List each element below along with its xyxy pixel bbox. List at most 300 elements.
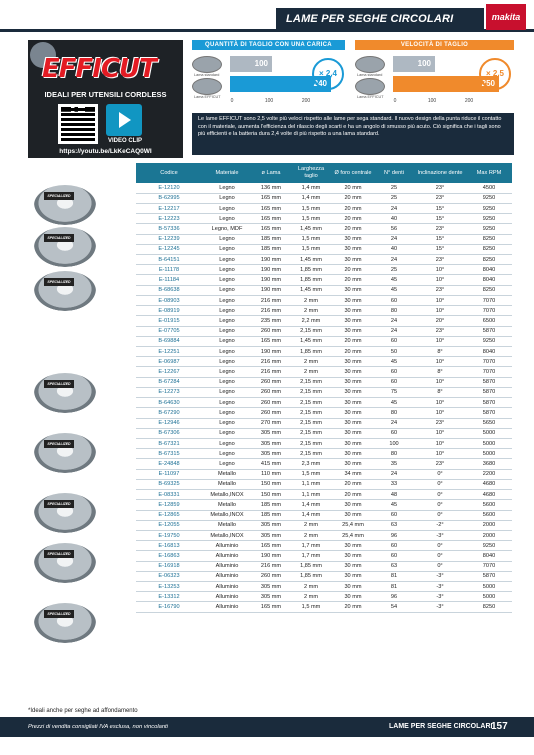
table-cell: 7070 [466, 367, 512, 377]
table-cell: 20 mm [332, 602, 374, 612]
table-cell: 23° [414, 326, 466, 336]
table-cell: 20 mm [332, 224, 374, 234]
table-cell: 2,2 mm [290, 316, 332, 326]
table-row [136, 510, 512, 520]
table-cell: 110 mm [252, 469, 290, 479]
table-cell: 8° [414, 367, 466, 377]
table-cell: 185 mm [252, 244, 290, 254]
table-cell: 190 mm [252, 265, 290, 275]
table-cell: 0° [414, 510, 466, 520]
table-row [136, 387, 512, 397]
table-cell: Legno [202, 316, 252, 326]
column-header: Ø foro centrale [332, 163, 374, 183]
product-code: B-67306 [136, 428, 202, 438]
table-cell: Metallo,INOX [202, 530, 252, 540]
table-cell: 1,7 mm [290, 541, 332, 551]
table-cell: 30 mm [332, 295, 374, 305]
axis-tick: 100 [264, 98, 274, 104]
table-cell: 23° [414, 255, 466, 265]
table-cell: 30 mm [332, 541, 374, 551]
table-cell: 48 [374, 490, 414, 500]
product-code: B-69884 [136, 336, 202, 346]
table-cell: 10° [414, 438, 466, 448]
product-code: E-11097 [136, 469, 202, 479]
table-cell: Legno [202, 295, 252, 305]
table-cell: 8250 [466, 244, 512, 254]
footer-section: LAME PER SEGHE CIRCOLARI [389, 723, 493, 730]
axis-tick: 200 [301, 98, 311, 104]
table-cell: 216 mm [252, 367, 290, 377]
efficut-bar: 240 [230, 76, 331, 92]
table-cell: 25,4 mm [332, 520, 374, 530]
multiplier-badge: × 2,4 [312, 58, 344, 90]
table-cell: 2 mm [290, 582, 332, 592]
table-row [136, 255, 512, 265]
saw-blade-icon [192, 78, 222, 95]
table-cell: Legno [202, 306, 252, 316]
table-cell: 23° [414, 285, 466, 295]
product-code: B-64630 [136, 398, 202, 408]
table-cell: 30 mm [332, 234, 374, 244]
product-code: B-64151 [136, 255, 202, 265]
table-cell: 8040 [466, 347, 512, 357]
table-row [136, 469, 512, 479]
table-cell: 1,85 mm [290, 561, 332, 571]
table-cell: 30 mm [332, 592, 374, 602]
table-cell: 30 mm [332, 418, 374, 428]
table-cell: 50 [374, 347, 414, 357]
table-cell: 2,15 mm [290, 408, 332, 418]
table-cell: Metallo,INOX [202, 510, 252, 520]
product-code: E-12120 [136, 183, 202, 193]
table-cell: Alluminio [202, 561, 252, 571]
table-cell: 5000 [466, 582, 512, 592]
table-cell: 10° [414, 265, 466, 275]
table-cell: Alluminio [202, 582, 252, 592]
table-cell: 2,15 mm [290, 449, 332, 459]
comparison-title: VELOCITÀ DI TAGLIO [355, 40, 514, 50]
table-row [136, 479, 512, 489]
saw-blade-image [34, 227, 96, 267]
table-cell: 5870 [466, 377, 512, 387]
table-cell: 2 mm [290, 592, 332, 602]
table-row [136, 490, 512, 500]
product-code: E-16790 [136, 602, 202, 612]
product-code: E-12055 [136, 520, 202, 530]
table-cell: 2,15 mm [290, 428, 332, 438]
table-cell: 81 [374, 582, 414, 592]
video-url[interactable]: https://youtu.be/LkKeCAQ0WI [59, 148, 152, 155]
table-cell: 10° [414, 306, 466, 316]
table-cell: 270 mm [252, 418, 290, 428]
column-header: Materiale [202, 163, 252, 183]
saw-blade-image [34, 373, 96, 413]
table-cell: 30 mm [332, 326, 374, 336]
table-cell: 81 [374, 571, 414, 581]
table-row [136, 285, 512, 295]
table-cell: 4680 [466, 490, 512, 500]
chart-axis [395, 96, 505, 106]
table-cell: 185 mm [252, 500, 290, 510]
table-cell: 5600 [466, 510, 512, 520]
table-cell: 3680 [466, 459, 512, 469]
product-code: E-12946 [136, 418, 202, 428]
blade-label: SPECIALIZED [44, 550, 74, 558]
table-cell: -3° [414, 582, 466, 592]
table-cell: 165 mm [252, 336, 290, 346]
product-code: E-19750 [136, 530, 202, 540]
table-row [136, 561, 512, 571]
table-cell: 150 mm [252, 479, 290, 489]
table-cell: 30 mm [332, 571, 374, 581]
table-cell: 165 mm [252, 193, 290, 203]
table-cell: Metallo [202, 520, 252, 530]
table-cell: 260 mm [252, 326, 290, 336]
product-code: E-13253 [136, 582, 202, 592]
table-cell: 60 [374, 428, 414, 438]
table-cell: 60 [374, 377, 414, 387]
product-code: E-24848 [136, 459, 202, 469]
table-cell: 30 mm [332, 255, 374, 265]
table-cell: 30 mm [332, 387, 374, 397]
table-cell: 150 mm [252, 490, 290, 500]
table-cell: 190 mm [252, 255, 290, 265]
table-cell: Legno [202, 428, 252, 438]
table-cell: 24 [374, 203, 414, 213]
product-code: E-08331 [136, 490, 202, 500]
table-cell: 165 mm [252, 214, 290, 224]
table-cell: 165 mm [252, 602, 290, 612]
table-row [136, 234, 512, 244]
table-cell: 30 mm [332, 428, 374, 438]
table-cell: 305 mm [252, 449, 290, 459]
table-cell: 5870 [466, 398, 512, 408]
video-label: VIDEO CLIP [107, 138, 142, 144]
table-cell: 20 mm [332, 214, 374, 224]
table-cell: 2 mm [290, 367, 332, 377]
table-cell: 305 mm [252, 438, 290, 448]
standard-bar: 100 [393, 56, 435, 72]
table-cell: 34 mm [332, 469, 374, 479]
table-cell: 30 mm [332, 306, 374, 316]
table-cell: 305 mm [252, 520, 290, 530]
standard-label: Lama standard [357, 73, 383, 77]
table-cell: Legno [202, 459, 252, 469]
column-header: Inclinazione dente [414, 163, 466, 183]
footnote: *Ideali anche per seghe ad affondamento [28, 708, 138, 714]
table-cell: 63 [374, 520, 414, 530]
table-row [136, 244, 512, 254]
table-row [136, 377, 512, 387]
table-cell: Legno [202, 357, 252, 367]
blade-label: SPECIALIZED [44, 380, 74, 388]
table-cell: 7070 [466, 306, 512, 316]
table-row [136, 408, 512, 418]
table-cell: 260 mm [252, 398, 290, 408]
table-cell: 2200 [466, 469, 512, 479]
product-code: B-67321 [136, 438, 202, 448]
table-cell: 1,85 mm [290, 571, 332, 581]
table-cell: 30 mm [332, 408, 374, 418]
table-cell: 25 [374, 193, 414, 203]
table-cell: 2,15 mm [290, 418, 332, 428]
product-code: E-12217 [136, 203, 202, 213]
table-cell: 0° [414, 551, 466, 561]
table-cell: 0° [414, 479, 466, 489]
table-cell: 80 [374, 449, 414, 459]
table-cell: Alluminio [202, 541, 252, 551]
table-cell: Metallo [202, 479, 252, 489]
table-cell: 0° [414, 500, 466, 510]
table-cell: Legno [202, 203, 252, 213]
table-cell: 30 mm [332, 285, 374, 295]
table-cell: 15° [414, 234, 466, 244]
product-code: E-12865 [136, 510, 202, 520]
table-cell: 33 [374, 479, 414, 489]
product-code: E-16863 [136, 551, 202, 561]
table-row [136, 418, 512, 428]
table-cell: 24 [374, 316, 414, 326]
product-code: B-69325 [136, 479, 202, 489]
product-code: E-12267 [136, 367, 202, 377]
table-cell: 25,4 mm [332, 530, 374, 540]
table-cell: 20 mm [332, 347, 374, 357]
table-cell: 23° [414, 418, 466, 428]
table-cell: 2 mm [290, 520, 332, 530]
table-cell: 415 mm [252, 459, 290, 469]
axis-tick: 100 [427, 98, 437, 104]
table-row [136, 571, 512, 581]
blade-label: SPECIALIZED [44, 278, 74, 286]
chart-axis [232, 96, 342, 106]
table-cell: 45 [374, 500, 414, 510]
table-cell: 40 [374, 214, 414, 224]
table-cell: 23° [414, 183, 466, 193]
table-cell: 190 mm [252, 347, 290, 357]
table-cell: 30 mm [332, 398, 374, 408]
saw-blade-icon [355, 56, 385, 73]
table-row [136, 326, 512, 336]
table-row [136, 459, 512, 469]
table-cell: 63 [374, 561, 414, 571]
table-cell: 305 mm [252, 428, 290, 438]
table-cell: Alluminio [202, 592, 252, 602]
standard-bar: 100 [230, 56, 272, 72]
table-row [136, 428, 512, 438]
table-cell: 45 [374, 285, 414, 295]
product-code: B-67284 [136, 377, 202, 387]
footer [0, 717, 534, 737]
table-cell: 0° [414, 469, 466, 479]
table-cell: 8040 [466, 265, 512, 275]
table-cell: 30 mm [332, 459, 374, 469]
table-cell: 20 mm [332, 275, 374, 285]
table-cell: 2000 [466, 520, 512, 530]
table-cell: 20 mm [332, 336, 374, 346]
product-code: B-67290 [136, 408, 202, 418]
table-cell: -2° [414, 520, 466, 530]
top-bar [0, 0, 534, 36]
qr-code[interactable] [58, 104, 98, 144]
table-cell: 45 [374, 398, 414, 408]
product-code: E-08919 [136, 306, 202, 316]
table-row [136, 295, 512, 305]
table-cell: 56 [374, 224, 414, 234]
product-code: E-12273 [136, 387, 202, 397]
table-cell: 5870 [466, 387, 512, 397]
table-row [136, 541, 512, 551]
table-cell: Legno [202, 408, 252, 418]
table-cell: 20° [414, 316, 466, 326]
table-cell: 2,3 mm [290, 459, 332, 469]
product-code: E-16918 [136, 561, 202, 571]
table-row [136, 275, 512, 285]
saw-blade-image [34, 493, 96, 533]
table-cell: 1,4 mm [290, 510, 332, 520]
table-cell: 260 mm [252, 377, 290, 387]
table-cell: 8250 [466, 285, 512, 295]
table-cell: Metallo [202, 500, 252, 510]
product-code: B-62995 [136, 193, 202, 203]
table-cell: 1,4 mm [290, 183, 332, 193]
table-cell: 2,15 mm [290, 438, 332, 448]
table-cell: Legno [202, 398, 252, 408]
comparison-title: QUANTITÀ DI TAGLIO CON UNA CARICA [192, 40, 345, 50]
promo-tagline: IDEALI PER UTENSILI CORDLESS [44, 90, 167, 99]
table-cell: 9250 [466, 224, 512, 234]
table-cell: 23° [414, 224, 466, 234]
table-cell: 190 mm [252, 285, 290, 295]
table-cell: 7070 [466, 561, 512, 571]
table-row [136, 551, 512, 561]
table-cell: 5000 [466, 438, 512, 448]
table-cell: 10° [414, 428, 466, 438]
table-cell: 75 [374, 387, 414, 397]
blade-table [136, 163, 512, 613]
product-code: E-12245 [136, 244, 202, 254]
table-cell: 30 mm [332, 357, 374, 367]
table-cell: 1,4 mm [290, 193, 332, 203]
table-cell: 54 [374, 602, 414, 612]
table-cell: 25 [374, 183, 414, 193]
table-cell: 1,4 mm [290, 500, 332, 510]
table-cell: 10° [414, 357, 466, 367]
table-cell: 30 mm [332, 500, 374, 510]
table-cell: 8250 [466, 602, 512, 612]
comparison-quantity [192, 40, 345, 110]
table-row [136, 530, 512, 540]
table-cell: 8250 [466, 255, 512, 265]
table-row [136, 592, 512, 602]
table-cell: 40 [374, 244, 414, 254]
table-cell: 4680 [466, 479, 512, 489]
efficut-promo [28, 40, 183, 158]
table-cell: 2 mm [290, 357, 332, 367]
table-row [136, 357, 512, 367]
table-cell: Legno [202, 275, 252, 285]
table-cell: 24 [374, 469, 414, 479]
table-row [136, 367, 512, 377]
standard-label: Lama standard [194, 73, 220, 77]
table-cell: Legno [202, 214, 252, 224]
table-cell: 80 [374, 408, 414, 418]
efficut-logo: EFFICUT [42, 54, 156, 84]
table-cell: 185 mm [252, 510, 290, 520]
table-cell: 0° [414, 490, 466, 500]
table-cell: 30 mm [332, 244, 374, 254]
axis-tick: 200 [464, 98, 474, 104]
product-code: E-11178 [136, 265, 202, 275]
table-cell: -3° [414, 530, 466, 540]
table-cell: 30 mm [332, 510, 374, 520]
efficut-label: Lama EFFICUT [194, 95, 221, 99]
table-cell: -3° [414, 571, 466, 581]
brand-logo: makita [486, 4, 526, 30]
table-cell: 5650 [466, 418, 512, 428]
table-cell: 20 mm [332, 203, 374, 213]
table-cell: Legno [202, 449, 252, 459]
product-code: E-11184 [136, 275, 202, 285]
efficut-label: Lama EFFICUT [357, 95, 384, 99]
table-cell: 1,1 mm [290, 479, 332, 489]
table-cell: 30 mm [332, 377, 374, 387]
table-cell: 10° [414, 449, 466, 459]
table-cell: 60 [374, 541, 414, 551]
product-code: B-67315 [136, 449, 202, 459]
table-cell: 190 mm [252, 551, 290, 561]
table-cell: 305 mm [252, 582, 290, 592]
table-cell: Legno [202, 326, 252, 336]
table-row [136, 203, 512, 213]
table-cell: 235 mm [252, 316, 290, 326]
table-cell: 10° [414, 275, 466, 285]
table-cell: 2 mm [290, 306, 332, 316]
table-cell: 9250 [466, 203, 512, 213]
table-cell: 2,15 mm [290, 398, 332, 408]
table-cell: 30 mm [332, 582, 374, 592]
table-cell: 190 mm [252, 275, 290, 285]
table-row [136, 520, 512, 530]
footer-note: Prezzi di vendita consigliati IVA esclusa, non vincolanti [28, 724, 168, 730]
saw-blade-image [34, 433, 96, 473]
table-cell: 260 mm [252, 571, 290, 581]
table-cell: 216 mm [252, 561, 290, 571]
table-cell: 8040 [466, 275, 512, 285]
table-cell: 96 [374, 592, 414, 602]
page-number: 157 [491, 721, 508, 732]
table-cell: 35 [374, 459, 414, 469]
table-cell: 23° [414, 193, 466, 203]
product-code: E-12251 [136, 347, 202, 357]
table-row [136, 265, 512, 275]
table-cell: 6500 [466, 316, 512, 326]
product-code: E-06987 [136, 357, 202, 367]
table-cell: 45 [374, 357, 414, 367]
product-code: B-68638 [136, 285, 202, 295]
video-play-icon[interactable] [106, 104, 142, 136]
blade-label: SPECIALIZED [44, 234, 74, 242]
table-cell: 60 [374, 336, 414, 346]
table-cell: Legno [202, 387, 252, 397]
saw-blade-image [34, 271, 96, 311]
table-cell: 8° [414, 387, 466, 397]
table-cell: 1,1 mm [290, 490, 332, 500]
table-cell: 5870 [466, 571, 512, 581]
table-cell: 260 mm [252, 387, 290, 397]
product-code: E-12223 [136, 214, 202, 224]
table-cell: 2000 [466, 530, 512, 540]
column-header: Max RPM [466, 163, 512, 183]
